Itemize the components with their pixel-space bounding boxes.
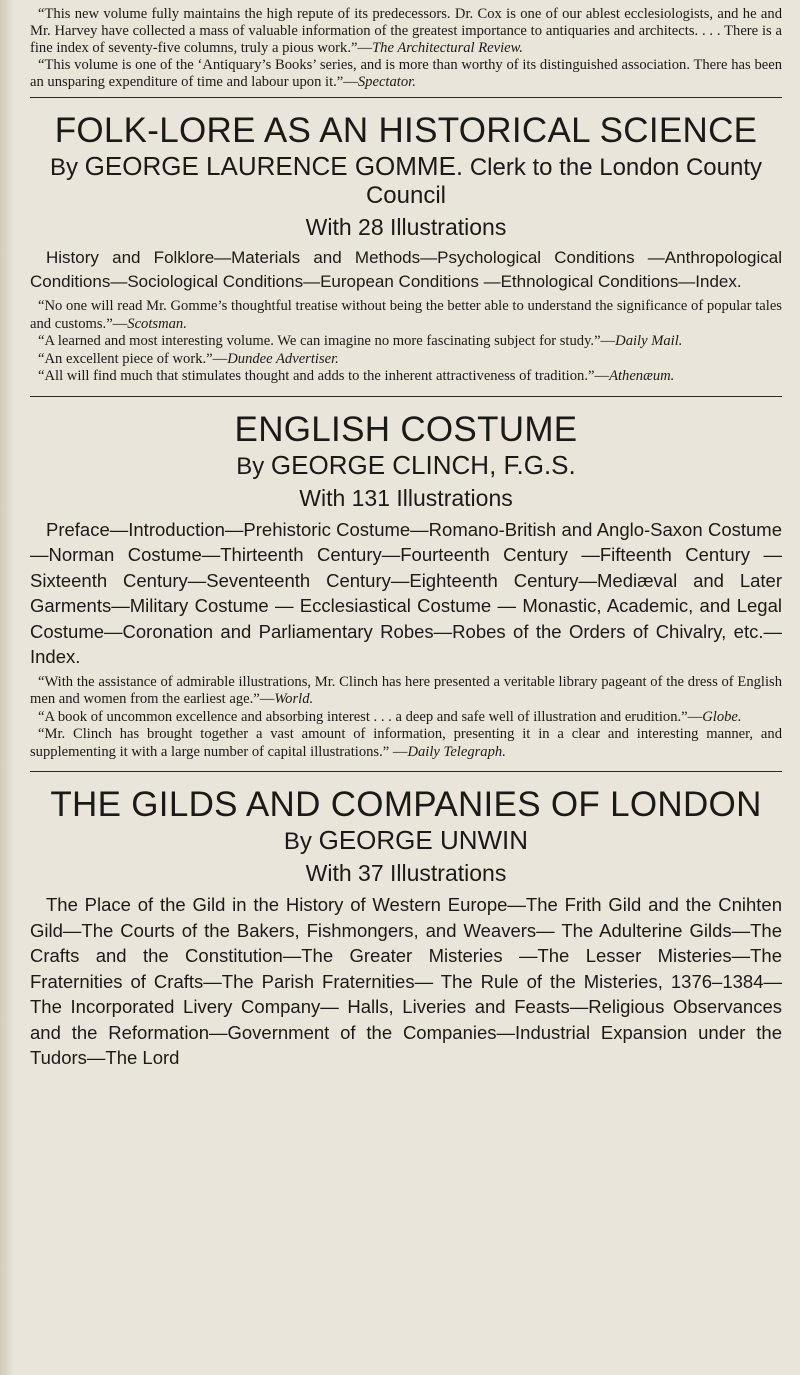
press-quote: “No one will read Mr. Gomme’s thoughtful treatise without being the better able to understand the significance of popular tales and customs.”—Scotsman. [30, 298, 782, 332]
book-author: By GEORGE LAURENCE GOMME. Clerk to the London County Council [49, 151, 763, 209]
book-entry-costume [30, 409, 782, 762]
illustrations-count: With 28 Illustrations [305, 214, 507, 240]
press-quote: “With the assistance of admirable illustrations, Mr. Clinch has here presented a veritable library pageant of the dress of English men and women from the earliest age.”—World. [30, 673, 782, 707]
book-contents: The Place of the Gild in the History of Western Europe—The Frith Gild and the Cnihten Gild—The Courts of the Bakers, Fishmongers, and Weavers— The Adulterine Gilds—The Crafts and the Constitution—The Greater Misteries —The Lesser Misteries—The Fraternities of Crafts—The Parish Fraternities— The Rule of the Misteries, 1376–1384—The Incorporated Livery Company— Halls, Liveries and Feasts—Religious Observances and the Reformation—Government of the Companies—Industrial Expansion under the Tudors—The Lord [30, 894, 782, 1068]
book-title: ENGLISH COSTUME [234, 409, 578, 449]
illustrations-count: With 37 Illustrations [305, 860, 507, 886]
press-quote: “A book of uncommon excellence and absorbing interest . . . a deep and safe well of illustration and erudition.”—Globe. [38, 708, 742, 725]
book-contents: Preface—Introduction—Prehistoric Costume—Romano-British and Anglo-Saxon Costume—Norman Costume—Thirteenth Century—Fourteenth Century —Fifteenth Century — Sixteenth Century—Seventeenth Century—Eighteenth Century—Mediæval and Later Garments—Military Costume — Ecclesiastical Costume — Monastic, Academic, and Legal Costume—Coronation and Parliamentary Robes—Robes of the Orders of Chivalry, etc.—Index. [30, 518, 782, 667]
catalogue-page [30, 6, 782, 1075]
book-author: By GEORGE UNWIN [283, 825, 529, 855]
press-quote: “A learned and most interesting volume. We can imagine no more fascinating subject for study.”—Daily Mail. [38, 333, 683, 349]
book-contents: History and Folklore—Materials and Methods—Psychological Conditions —Anthropological Conditions—Sociological Conditions—European Conditions —Ethnological Conditions—Index. [30, 248, 782, 291]
divider-rule [30, 771, 782, 772]
book-author: By GEORGE CLINCH, F.G.S. [236, 449, 576, 480]
divider-rule [30, 396, 782, 397]
book-entry-gilds [30, 784, 782, 1071]
review-quote: “This volume is one of the ‘Antiquary’s Books’ series, and is more than worthy of its distinguished association. There has been an unsparing expenditure of time and labour upon it.”—Spectator. [30, 57, 782, 90]
divider-rule [30, 97, 782, 98]
illustrations-count: With 131 Illustrations [299, 484, 513, 511]
press-quote: “Mr. Clinch has brought together a vast amount of information, presenting it in a clear and interesting manner, and supplementing it with a large number of capital illustrations.” —Daily Telegraph. [30, 726, 782, 760]
press-quote: “An excellent piece of work.”—Dundee Advertiser. [38, 350, 339, 367]
book-title: THE GILDS AND COMPANIES OF LONDON [50, 785, 762, 824]
press-quote: “All will find much that stimulates thought and adds to the inherent attractiveness of tradition.”—Athenæum. [38, 368, 675, 384]
book-title: FOLK-LORE AS AN HISTORICAL SCIENCE [54, 111, 758, 150]
page-edge-shadow [0, 0, 14, 1375]
review-quote: “This new volume fully maintains the high repute of its predecessors. Dr. Cox is one of our ablest ecclesiologists, and he and Mr. Harvey have collected a mass of valuable information of the greatest importance to antiquaries and architects. . . . There is a fine index of seventy-five columns, truly a pious work.”—The Architectural Review. [30, 6, 782, 56]
book-entry-folklore [30, 110, 782, 386]
